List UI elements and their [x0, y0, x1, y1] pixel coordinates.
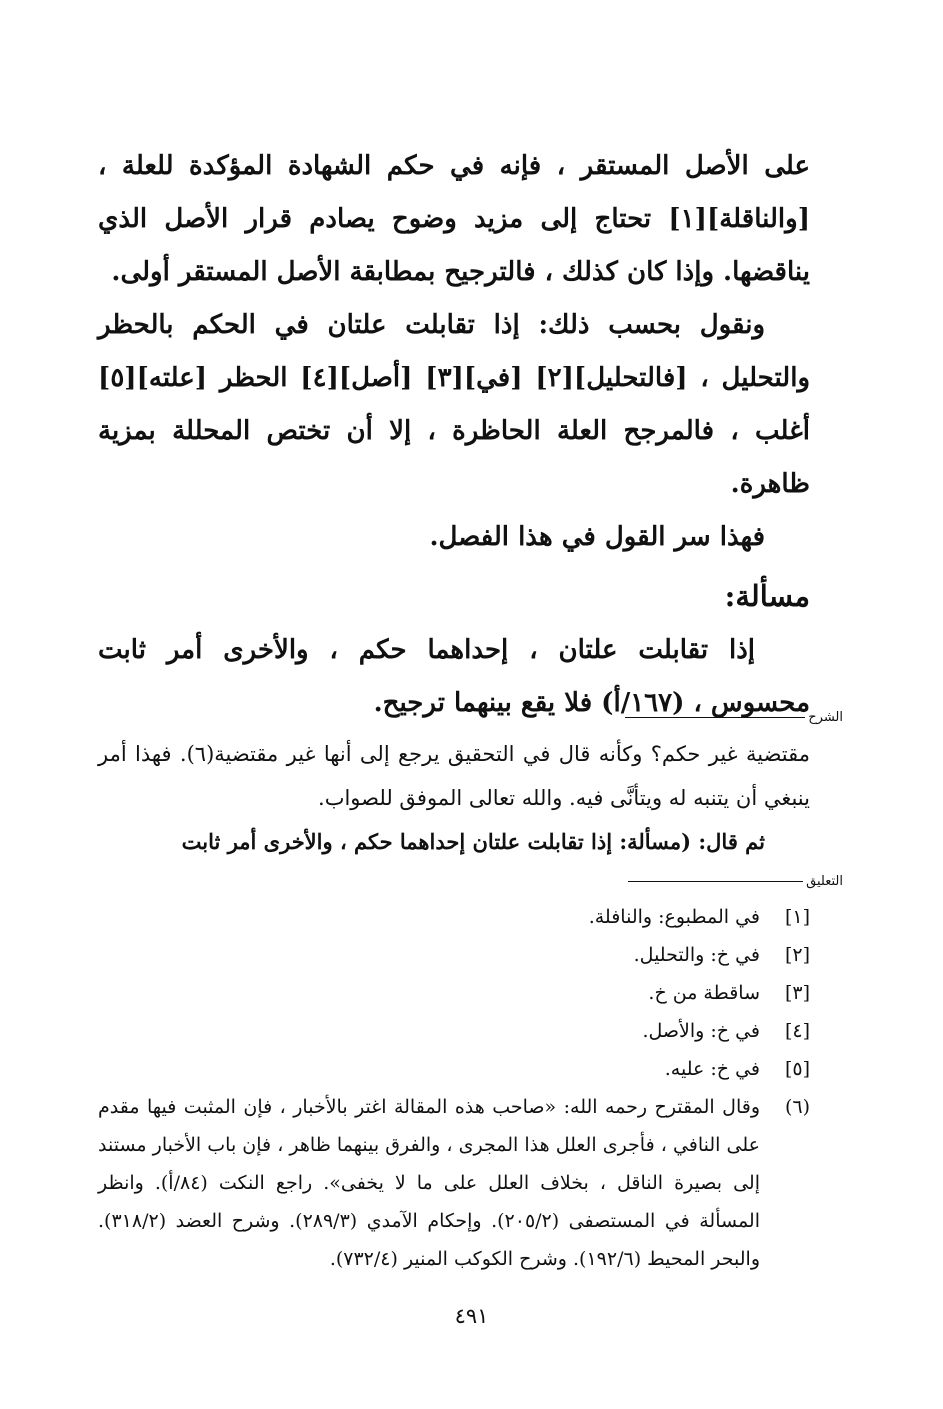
footnote-number: [١]: [784, 906, 810, 928]
footnote-number: [٥]: [784, 1058, 810, 1080]
footnotes: [98, 898, 810, 1278]
sharh-rule: [625, 717, 805, 718]
main-paragraph-1: على الأصل المستقر ، فإنه في حكم الشهادة المؤكدة للعلة ، [والناقلة][١] تحتاج إلى مزيد وضوح يصادم قرار الأصل الذي يناقضها. وإذا كان كذلك ، فالترجيح بمطابقة الأصل المستقر أولى.: [98, 151, 810, 287]
footnote-text: في خ: عليه.: [664, 1058, 760, 1080]
footnote: [98, 1088, 810, 1278]
sharh-text: [98, 732, 810, 864]
page-number: ٤٩١: [454, 1304, 489, 1328]
footnote: [98, 898, 810, 936]
footnote-number: [٤]: [784, 1020, 810, 1042]
taliq-rule: [628, 881, 803, 882]
footnote-number: (٦): [784, 1096, 810, 1118]
footnote: [98, 974, 810, 1012]
footnote: [98, 1050, 810, 1088]
footnote: [98, 936, 810, 974]
sharh-separator: [625, 710, 843, 725]
main-paragraph-3: فهذا سر القول في هذا الفصل.: [429, 522, 765, 552]
taliq-label: التعليق: [806, 874, 843, 889]
footnote-text: ساقطة من خ.: [648, 982, 760, 1004]
main-paragraph-2: ونقول بحسب ذلك: إذا تقابلت علتان في الحكم بالحظر والتحليل ، [فالتحليل][٢] [في][٣] [أصل][٤] الحظر [علته][٥] أغلب ، فالمرجح العلة الحاظرة ، إلا أن تختص المحللة بمزية ظاهرة.: [98, 310, 811, 499]
masala-heading: مسألة:: [724, 579, 810, 613]
masala-body: إذا تقابلت علتان ، إحداهما حكم ، والأخرى أمر ثابت محسوس ، (١٦٧/أ) فلا يقع بينهما ترجيح.: [98, 635, 810, 718]
footnote-number: [٣]: [784, 982, 810, 1004]
sharh-paragraph-1: مقتضية غير حكم؟ وكأنه قال في التحقيق يرجع إلى أنها غير مقتضية(٦). فهذا أمر ينبغي أن يتنبه له ويتأنَّى فيه. والله تعالى الموفق للصواب.: [98, 742, 810, 810]
footnote-text: في خ: والتحليل.: [633, 944, 760, 966]
taliq-separator: [628, 874, 843, 889]
sharh-label: الشرح: [808, 710, 843, 725]
footnote-text: في خ: والأصل.: [642, 1020, 760, 1042]
sharh-paragraph-2: ثم قال: (مسألة: إذا تقابلت علتان إحداهما حكم ، والأخرى أمر ثابت: [181, 829, 765, 854]
footnote: [98, 1012, 810, 1050]
main-text: [98, 140, 810, 730]
footnote-text: وقال المقترح رحمه الله: «صاحب هذه المقالة اغتر بالأخبار ، فإن المثبت فيها مقدم على النافي ، فأجرى العلل هذا المجرى ، والفرق بينهما ظاهر ، فإن باب الأخبار مستند إلى بصيرة الناقل ، بخلاف العلل على ما لا يخفى». راجع النكت (٨٤/أ). وانظر المسألة في المستصفى (٢٠٥/٢). وإحكام الآمدي (٢٨٩/٣). وشرح العضد (٣١٨/٢). والبحر المحيط (١٩٢/٦). وشرح الكوكب المنير (٧٣٢/٤).: [98, 1096, 760, 1270]
footnote-text: في المطبوع: والنافلة.: [588, 906, 760, 928]
footnote-number: [٢]: [784, 944, 810, 966]
